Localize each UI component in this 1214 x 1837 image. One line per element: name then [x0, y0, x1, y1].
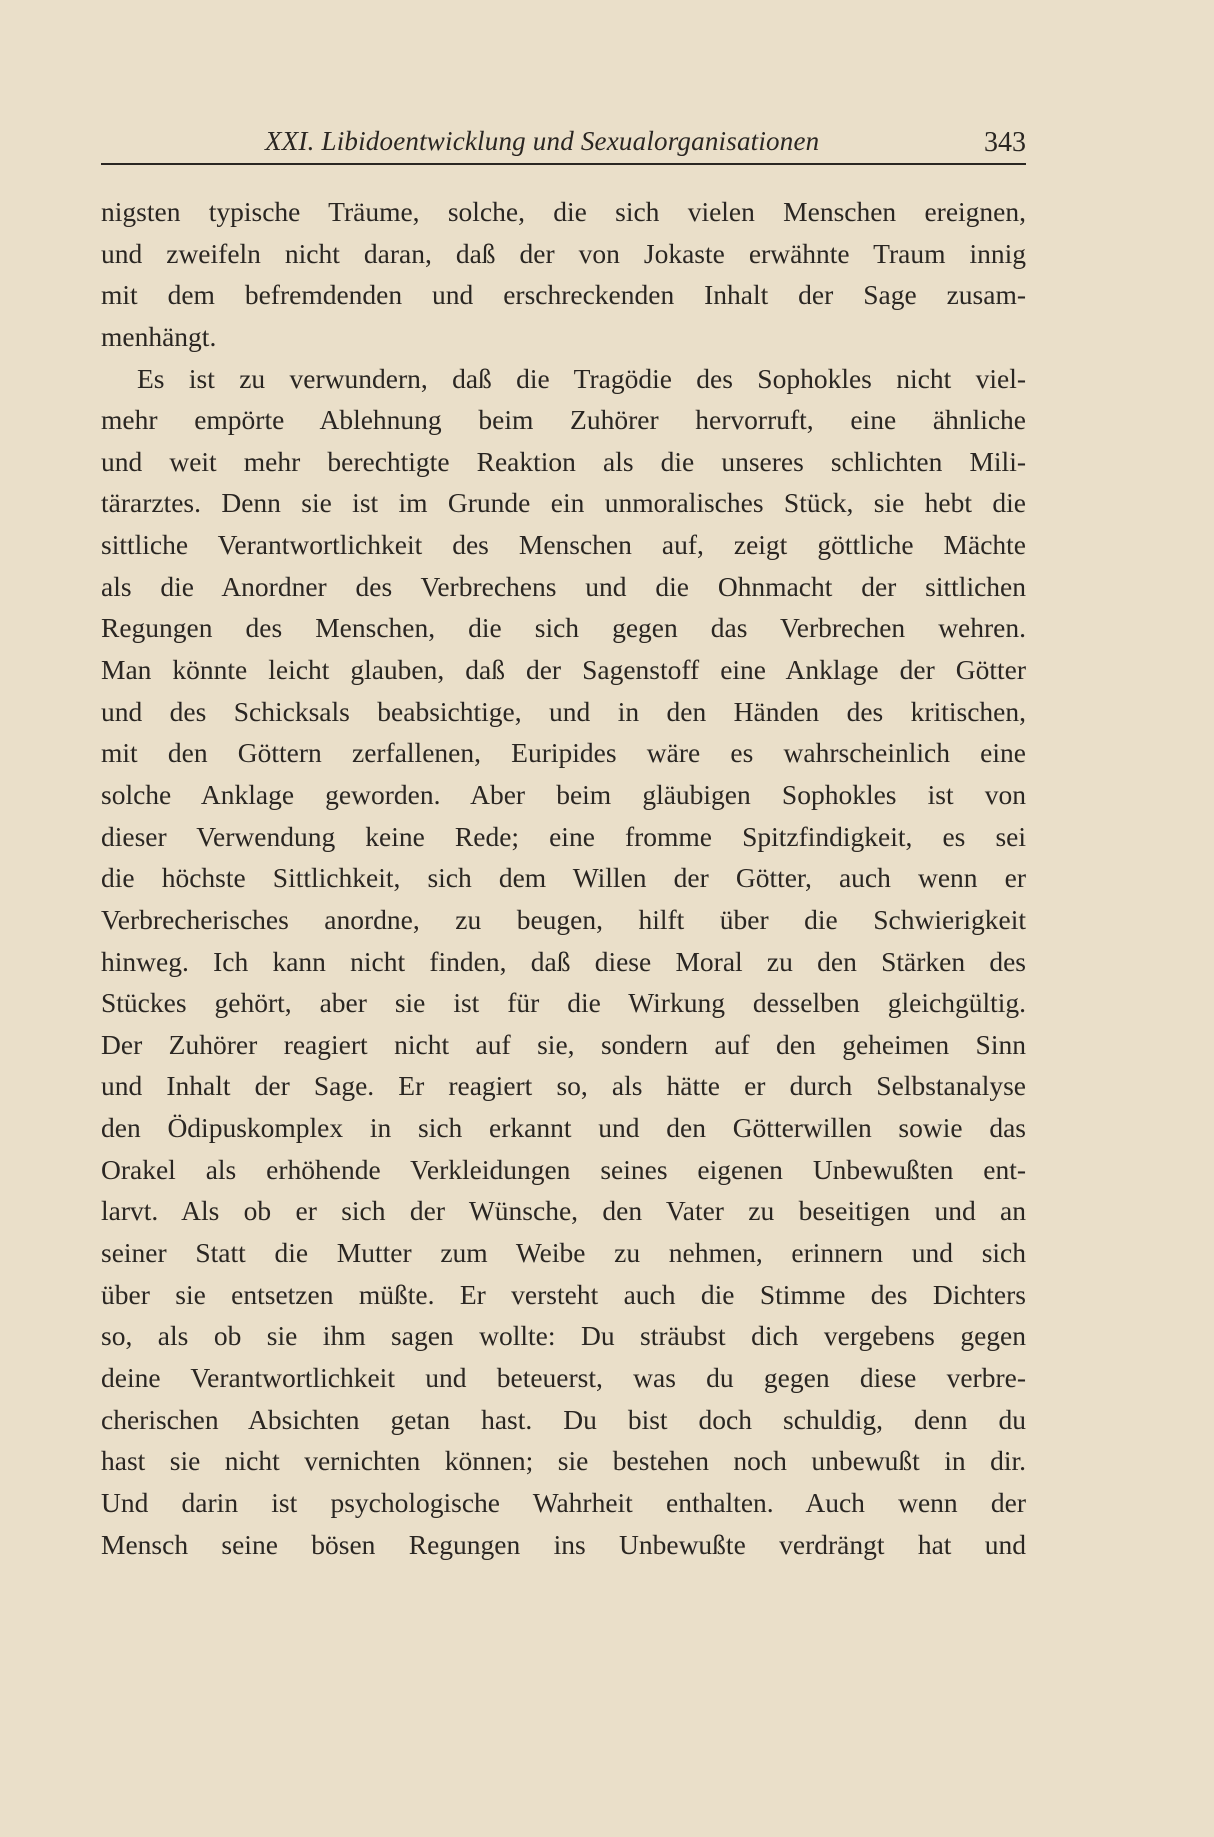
- text-line: nigsten typische Träume, solche, die sich vielen Menschen ereignen,: [101, 196, 1026, 227]
- text-line: Regungen des Menschen, die sich gegen das Verbrechen wehren.: [101, 612, 1026, 644]
- body-text: [101, 191, 1026, 1565]
- text-line: Orakel als erhöhende Verkleidungen seines eigenen Unbewußten ent-: [101, 1153, 1026, 1185]
- text-line: Es ist zu verwundern, daß die Tragödie des Sophokles nicht viel-: [137, 362, 1026, 394]
- text-line: und weit mehr berechtigte Reaktion als die unseres schlichten Mili-: [101, 445, 1026, 477]
- page-header: [101, 124, 1026, 158]
- text-line: den Ödipuskomplex in sich erkannt und den Götterwillen sowie das: [101, 1112, 1026, 1144]
- text-line: larvt. Als ob er sich der Wünsche, den Vater zu beseitigen und an: [101, 1195, 1026, 1227]
- text-line: solche Anklage geworden. Aber beim gläubigen Sophokles ist von: [101, 778, 1026, 810]
- text-line: und des Schicksals beabsichtige, und in den Händen des kritischen,: [101, 695, 1026, 727]
- text-line: seiner Statt die Mutter zum Weibe zu nehmen, erinnern und sich: [101, 1237, 1026, 1269]
- text-line: Der Zuhörer reagiert nicht auf sie, sondern auf den geheimen Sinn: [101, 1028, 1026, 1060]
- text-line: tärarztes. Denn sie ist im Grunde ein unmoralisches Stück, sie hebt die: [101, 487, 1026, 519]
- text-line: dieser Verwendung keine Rede; eine fromme Spitzfindigkeit, es sei: [101, 820, 1026, 852]
- text-line: deine Verantwortlichkeit und beteuerst, was du gegen diese verbre-: [101, 1361, 1026, 1393]
- text-line: sittliche Verantwortlichkeit des Menschen auf, zeigt göttliche Mächte: [101, 529, 1026, 561]
- text-line: und zweifeln nicht daran, daß der von Jokaste erwähnte Traum innig: [101, 237, 1026, 269]
- text-line: die höchste Sittlichkeit, sich dem Willen der Götter, auch wenn er: [101, 862, 1026, 894]
- text-line: cherischen Absichten getan hast. Du bist doch schuldig, denn du: [101, 1403, 1026, 1435]
- text-line: hast sie nicht vernichten können; sie bestehen noch unbewußt in dir.: [101, 1445, 1026, 1477]
- text-line: mehr empörte Ablehnung beim Zuhörer hervorruft, eine ähnliche: [101, 404, 1026, 436]
- text-line: mit dem befremdenden und erschreckenden Inhalt der Sage zusam-: [101, 279, 1026, 311]
- text-line: mit den Göttern zerfallenen, Euripides wäre es wahrscheinlich eine: [101, 737, 1026, 769]
- text-line: hinweg. Ich kann nicht finden, daß diese Moral zu den Stärken des: [101, 945, 1026, 977]
- text-line: Und darin ist psychologische Wahrheit enthalten. Auch wenn der: [101, 1486, 1026, 1518]
- running-title: XXI. Libidoentwicklung und Sexualorganisationen: [265, 126, 820, 156]
- text-line: Man könnte leicht glauben, daß der Sagenstoff eine Anklage der Götter: [101, 654, 1026, 686]
- text-line: und Inhalt der Sage. Er reagiert so, als hätte er durch Selbstanalyse: [101, 1070, 1026, 1102]
- header-rule: [101, 163, 1026, 165]
- text-line: so, als ob sie ihm sagen wollte: Du sträubst dich vergebens gegen: [101, 1320, 1026, 1352]
- page-number: 343: [984, 127, 1026, 158]
- text-line: Mensch seine bösen Regungen ins Unbewußte verdrängt hat und: [101, 1528, 1026, 1560]
- text-line: menhängt.: [101, 320, 217, 352]
- text-line: als die Anordner des Verbrechens und die Ohnmacht der sittlichen: [101, 570, 1026, 602]
- text-line: Stückes gehört, aber sie ist für die Wirkung desselben gleichgültig.: [101, 987, 1026, 1019]
- text-line: über sie entsetzen müßte. Er versteht auch die Stimme des Dichters: [101, 1278, 1026, 1310]
- text-line: Verbrecherisches anordne, zu beugen, hilft über die Schwierigkeit: [101, 903, 1026, 935]
